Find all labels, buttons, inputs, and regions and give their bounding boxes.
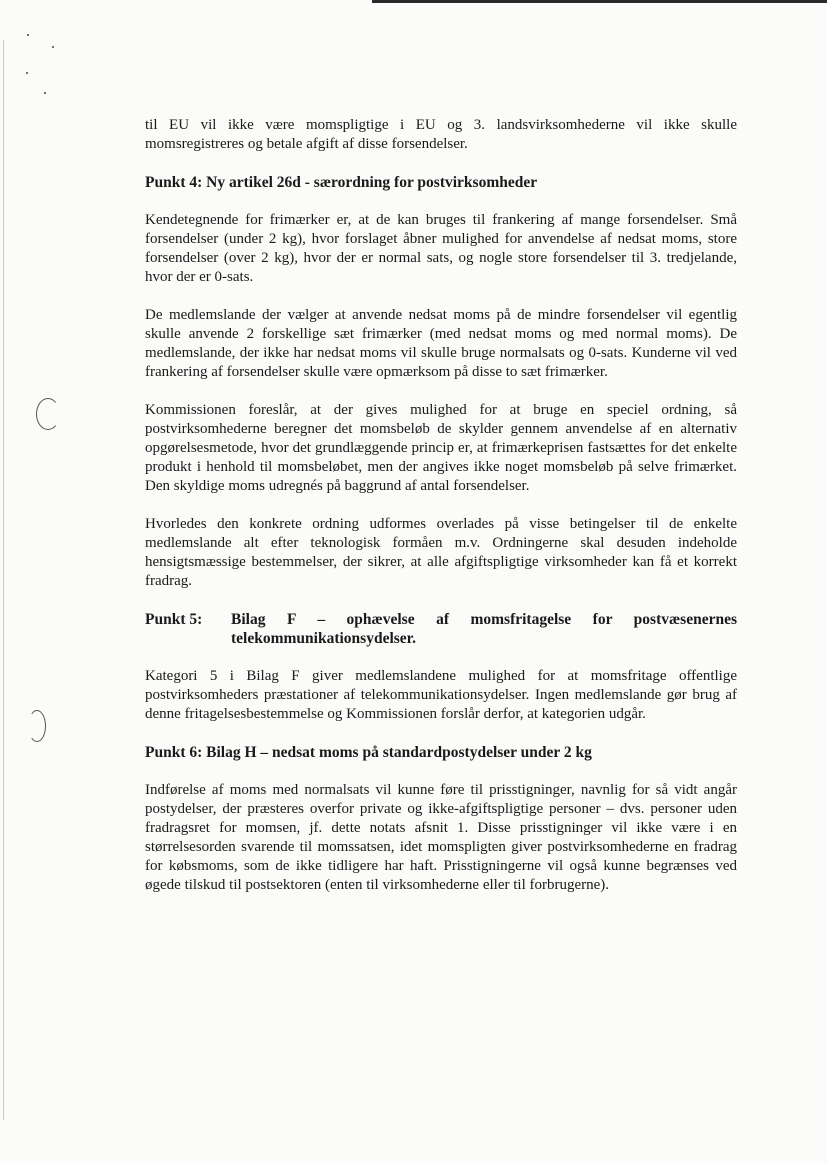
heading-title-line-2: telekommunikationsydelser. (231, 630, 417, 647)
document-page (145, 116, 737, 914)
scan-speck (27, 34, 29, 36)
scan-speck (26, 72, 28, 74)
heading-title (231, 610, 737, 648)
paragraph-indfoerelse: Indførelse af moms med normalsats vil kunne føre til prisstigninger, navnlig for så vidt angår postydelser, der præsteres overfor private og ikke-afgiftspligtige personer – dvs. personer uden fradragsret for momsen, jf. dette notats afsnit 1. Disse prisstigninger vil ikke være i en størrelsesorden svarende til momssatsen, idet momspligten giver postvirksomhederne en fradrag for købsmoms, som de ikke tidligere har haft. Prisstigningerne vil også kunne begrænses ved øgede tilskud til postsektoren (enten til virksomhederne eller til forbrugerne). (145, 782, 737, 893)
paragraph-frimaerker: Kendetegnende for frimærker er, at de kan bruges til frankering af mange forsendelser. Små forsendelser (under 2 kg), hvor forslaget åbner mulighed for anvendelse af nedsat moms, store forsendelser (over 2 kg), hvor der er normal sats, og nogle store forsendelser til 3. tredjelande, hvor der er 0-sats. (145, 212, 737, 285)
heading-title-line-1: Bilag F – ophævelse af momsfritagelse for postvæsenernes (231, 611, 737, 628)
scan-left-edge (3, 40, 4, 1120)
scan-edge-line (372, 0, 827, 3)
punch-hole-mark (36, 398, 60, 430)
section-heading-punkt-5 (145, 610, 737, 648)
section-heading-punkt-4: Punkt 4: Ny artikel 26d - særordning for postvirksomheder (145, 174, 538, 191)
paragraph-medlemslande: De medlemslande der vælger at anvende nedsat moms på de mindre forsendelser vil egentlig skulle anvende 2 forskellige sæt frimærker (med nedsat moms og med normal moms). De medlemslande, der ikke har nedsat moms vil skulle bruge normalsats og 0-sats. Kunderne vil ved frankering af forsendelser skulle være opmærksom på disse to sæt frimærker. (145, 307, 737, 380)
scan-speck (52, 46, 54, 48)
punch-hole-mark (28, 710, 46, 742)
scan-speck (44, 92, 46, 94)
section-heading-punkt-6: Punkt 6: Bilag H – nedsat moms på standardpostydelser under 2 kg (145, 744, 592, 761)
paragraph-kommissionen: Kommissionen foreslår, at der gives mulighed for at bruge en speciel ordning, så postvirksomhederne beregner det momsbeløb de skylder gennem anvendelse af en alternativ opgørelsesmetode, hvor det grundlæggende princip er, at frimærkeprisen fastsættes for det enkelte produkt i henhold til momsbeløbet, men der angives ikke noget momsbeløb på selve frimærket. Den skyldige moms udregnés på baggrund af antal forsendelser. (145, 402, 737, 494)
heading-number: Punkt 5: (145, 611, 203, 628)
paragraph-kategori: Kategori 5 i Bilag F giver medlemslandene mulighed for at momsfritage offentlige postvirksomheders præstationer af telekommunikationsydelser. Ingen medlemslande gør brug af denne fritagelsesbestemmelse og Kommissionen forslår derfor, at kategorien udgår. (145, 668, 737, 722)
paragraph-continuation: til EU vil ikke være momspligtige i EU og 3. landsvirksomhederne vil ikke skulle momsregistreres og betale afgift af disse forsendelser. (145, 117, 737, 152)
paragraph-ordning: Hvorledes den konkrete ordning udformes overlades på visse betingelser til de enkelte medlemslande alt efter teknologisk formåen m.v. Ordningerne skal desuden indeholde hensigtsmæssige bestemmelser, der sikrer, at alle afgiftspligtige virksomheder kan få et korrekt fradrag. (145, 516, 737, 589)
